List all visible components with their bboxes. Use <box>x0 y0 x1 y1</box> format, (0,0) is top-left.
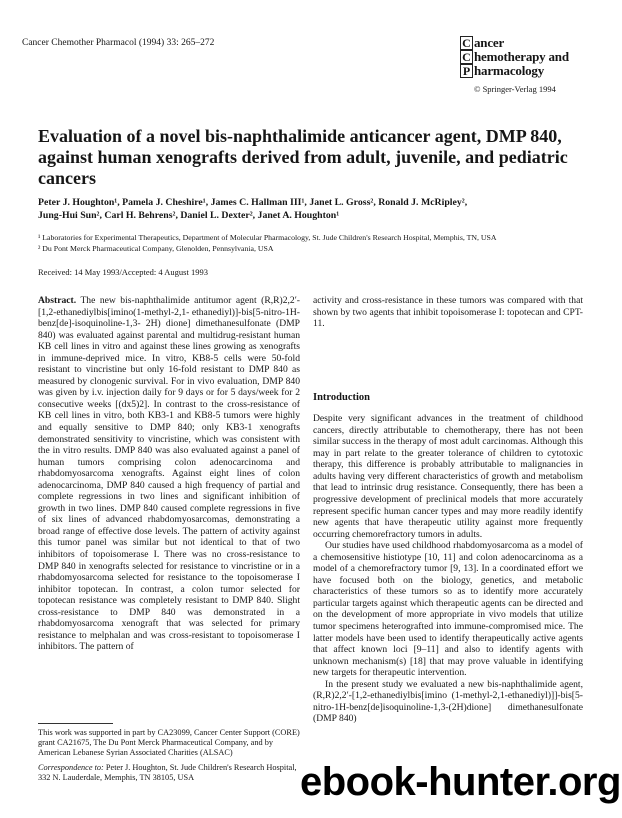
left-column <box>38 295 300 653</box>
logo-box-letter: C <box>460 36 473 50</box>
affiliation-2: ² Du Pont Merck Pharmaceutical Company, Glenolden, Pennsylvania, USA <box>38 243 274 253</box>
logo-word: harmacology <box>474 63 545 78</box>
affiliations <box>38 233 598 254</box>
right-column <box>313 295 583 725</box>
author-list <box>38 196 598 222</box>
abstract-label: Abstract. <box>38 295 77 306</box>
intro-paragraph-1: Despite very significant advances in the treatment of childhood cancers, directly attributable to chemotherapy, there has not been similar success in the therapy of most adult carcinomas. Although this may in part relate to the greater tolerance of children to cytotoxic therapy, this difference is probably attributable to malignancies in adults having very different characteristics of growth and metabolism that lead to intrinsic drug resistance. Consequently, there has been a progressive development of preclinical models that more accurately represent specific human cancer types and may more readily identify new agents that have therapeutic utility against more frequently occurring chemorefractory tumors in adults. <box>313 413 583 540</box>
intro-paragraph-2: Our studies have used childhood rhabdomyosarcoma as a model of a chemosensitive histiotype [10, 11] and colon adenocarcinoma as a model of a chemorefractory tumor [9, 13]. In a coordinated effort we have focused both on the biology, genetics, and metabolic characteristics of these tumors so as to identify more accurately particular targets against which therapeutic agents can be directed and on the development of more appropriate in vivo models that utilize tumor specimens heterografted into immune-compromised mice. The latter models have been used to identify therapeutically active agents that affect known loci [9–11] and also to identify agents with unknown mechanism(s) [18] that may prove valuable in identifying new targets for therapeutic intervention. <box>313 540 583 679</box>
correspondence-note <box>38 763 300 783</box>
correspondence-label: Correspondence to: <box>38 763 104 772</box>
logo-word: hemotherapy and <box>474 49 569 64</box>
footnote <box>38 728 300 783</box>
affiliation-1: ¹ Laboratories for Experimental Therapeutics, Department of Molecular Pharmacology, St. Jude Children's Research Hospital, Memphis, TN, USA <box>38 233 497 242</box>
journal-logo <box>460 36 610 78</box>
copyright-notice: © Springer-Verlag 1994 <box>474 84 556 94</box>
watermark: ebook-hunter.org <box>300 760 621 804</box>
introduction-heading: Introduction <box>313 391 370 403</box>
logo-box-letter: C <box>460 50 473 64</box>
intro-paragraph-3: In the present study we evaluated a new bis-naphthalimide agent, (R,R)2,2′-[1,2-ethanediylbis[imino (1-methyl-2,1-ethanediyl)]]-bis[5-nitro-1H-benz[de]isoquinoline-1,3-(2H)dione] dimethanesulfonate (DMP 840) <box>313 678 583 725</box>
abstract <box>38 295 300 653</box>
footnote-rule <box>38 723 113 724</box>
correspondence-text: Peter J. Houghton, St. Jude Children's Research Hospital, 332 N. Lauderdale, Memphis, TN 38105, USA <box>38 763 297 782</box>
running-head: Cancer Chemother Pharmacol (1994) 33: 265–272 <box>22 38 215 48</box>
logo-box-letter: P <box>460 64 473 78</box>
support-note: This work was supported in part by CA23099, Cancer Center Support (CORE) grant CA21675, The Du Pont Merck Pharmaceutical Company, and by American Lebanese Syrian Associated Charities (ALSAC) <box>38 728 300 757</box>
authors-line-2: Jung-Hui Sun², Carl H. Behrens², Daniel L. Dexter², Janet A. Houghton¹ <box>38 210 340 221</box>
received-date: Received: 14 May 1993/Accepted: 4 August 1993 <box>38 267 208 277</box>
article-title: Evaluation of a novel bis-naphthalimide anticancer agent, DMP 840, against human xenografts derived from adult, juvenile, and pediatric cancers <box>38 126 568 188</box>
authors-line-1: Peter J. Houghton¹, Pamela J. Cheshire¹, James C. Hallman III¹, Janet L. Gross², Ronald J. McRipley², <box>38 197 468 208</box>
abstract-text: The new bis-naphthalimide antitumor agent (R,R)2,2′-[1,2-ethanediylbis[imino(1-methyl-2,1- ethanediyl)]-bis[5-nitro-1H-benz[de]-isoquinoline-1,3- 2H) dione] dimethanesulfonate (DMP 840) was evaluated against parental and multidrug-resistant human KB cell lines in vitro and against these lines growing as xenografts in immune-deprived mice. In vitro, KB8-5 cells were 50-fold resistant to vincristine but only 16-fold resistant to DMP 840 as measured by clonogenic survival. For in vivo evaluation, DMP 840 was given by i.v. injection daily for 9 days or for 5 days/week for 2 consecutive weeks [(dx5)2]. In contrast to the cross-resistance of KB cell lines in vitro, both KB3-1 and KB8-5 tumors were highly and equally sensitive to DMP 840; only KB3-1 xenografts demonstrated sensitivity to vincristine, which was consistent with the in vitro results. DMP 840 was also evaluated against a panel of human tumors comprising colon adenocarcinoma and rhabdomyosarcoma xenografts. Against eight lines of colon adenocarcinoma, DMP 840 caused a high frequency of partial and complete regressions in two lines and significant inhibition of growth in two lines. DMP 840 caused complete regressions in five of six lines of advanced rhabdomyosarcomas, demonstrating a broad range of effective dose levels. The pattern of activity against this tumor panel was similar but not identical to that of two inhibitors of topoisomerase I. There was no cross-resistance to DMP 840 in xenografts selected for resistance to vincristine or in a rhabdomyosarcoma selected for resistance to the topoisomerase I inhibitor topotecan. In contrast, a colon tumor selected for topotecan resistance was completely resistant to DMP 840. Slight cross-resistance to DMP 840 was demonstrated in a rhabdomyosarcoma xenograft that was selected for primary resistance to melphalan and was cross-resistant to topoisomerase I inhibitors. The pattern of <box>38 295 300 653</box>
abstract-continued: activity and cross-resistance in these tumors was compared with that shown by two agents that inhibit topoisomerase I: topotecan and CPT-11. <box>313 295 583 330</box>
logo-word: ancer <box>474 35 505 50</box>
